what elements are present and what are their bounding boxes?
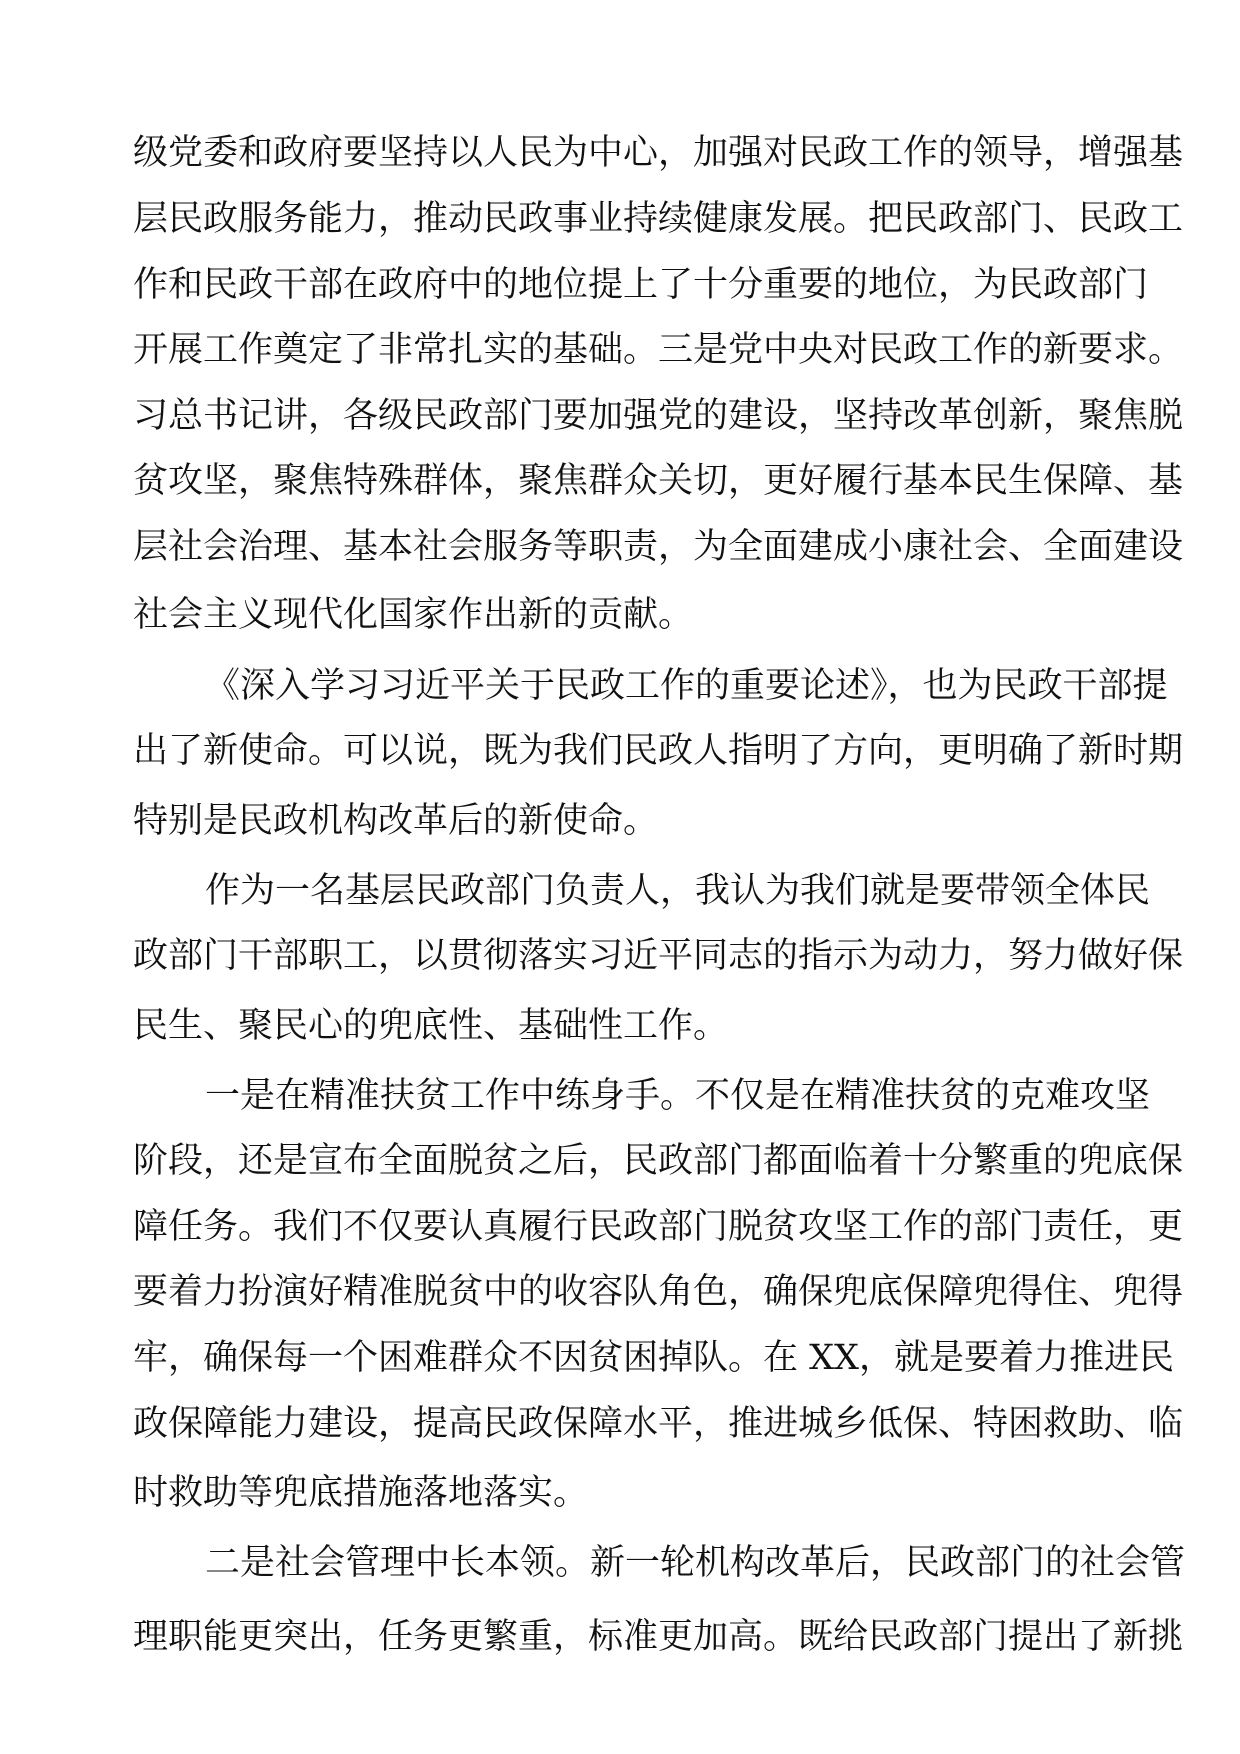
text-line: 社会主义现代化国家作出新的贡献。 [133,595,694,635]
text-line: 贫攻坚，聚焦特殊群体，聚焦群众关切，更好履行基本民生保障、基 [133,461,1184,501]
text-line: 出了新使命。可以说，既为我们民政人指明了方向，更明确了新时期 [133,731,1184,771]
text-line: 民生、聚民心的兜底性、基础性工作。 [133,1006,729,1046]
text-line: 政部门干部职工，以贯彻落实习近平同志的指示为动力，努力做好保 [133,936,1184,976]
text-line: 层民政服务能力，推动民政事业持续健康发展。把民政部门、民政工 [133,199,1184,239]
paragraph-first-line: 作为一名基层民政部门负责人，我认为我们就是要带领全体民 [205,871,1151,911]
text-line: 障任务。我们不仅要认真履行民政部门脱贫攻坚工作的部门责任，更 [133,1207,1184,1247]
text-line: 时救助等兜底措施落地落实。 [133,1473,589,1513]
text-line: 习总书记讲，各级民政部门要加强党的建设，坚持改革创新，聚焦脱 [133,396,1184,436]
text-line: 层社会治理、基本社会服务等职责，为全面建成小康社会、全面建设 [133,527,1184,567]
text-line: 要着力扮演好精准脱贫中的收容队角色，确保兜底保障兜得住、兜得 [133,1272,1184,1312]
text-line: 政保障能力建设，提高民政保障水平，推进城乡低保、特困救助、临 [133,1404,1184,1444]
paragraph-first-line: 《深入学习习近平关于民政工作的重要论述》，也为民政干部提 [205,666,1168,706]
paragraph-first-line: 一是在精准扶贫工作中练身手。不仅是在精准扶贫的克难攻坚 [205,1076,1151,1116]
text-line: 牢，确保每一个困难群众不因贫困掉队。在 XX，就是要着力推进民 [133,1338,1174,1378]
text-line: 理职能更突出，任务更繁重，标准更加高。既给民政部门提出了新挑 [133,1617,1184,1657]
paragraph-first-line: 二是社会管理中长本领。新一轮机构改革后，民政部门的社会管 [205,1543,1186,1583]
text-line: 阶段，还是宣布全面脱贫之后，民政部门都面临着十分繁重的兜底保 [133,1141,1184,1181]
text-line: 开展工作奠定了非常扎实的基础。三是党中央对民政工作的新要求。 [133,330,1184,370]
text-line: 级党委和政府要坚持以人民为中心，加强对民政工作的领导，增强基 [133,133,1184,173]
text-line: 特别是民政机构改革后的新使命。 [133,801,659,841]
text-line: 作和民政干部在政府中的地位提上了十分重要的地位，为民政部门 [133,265,1149,305]
